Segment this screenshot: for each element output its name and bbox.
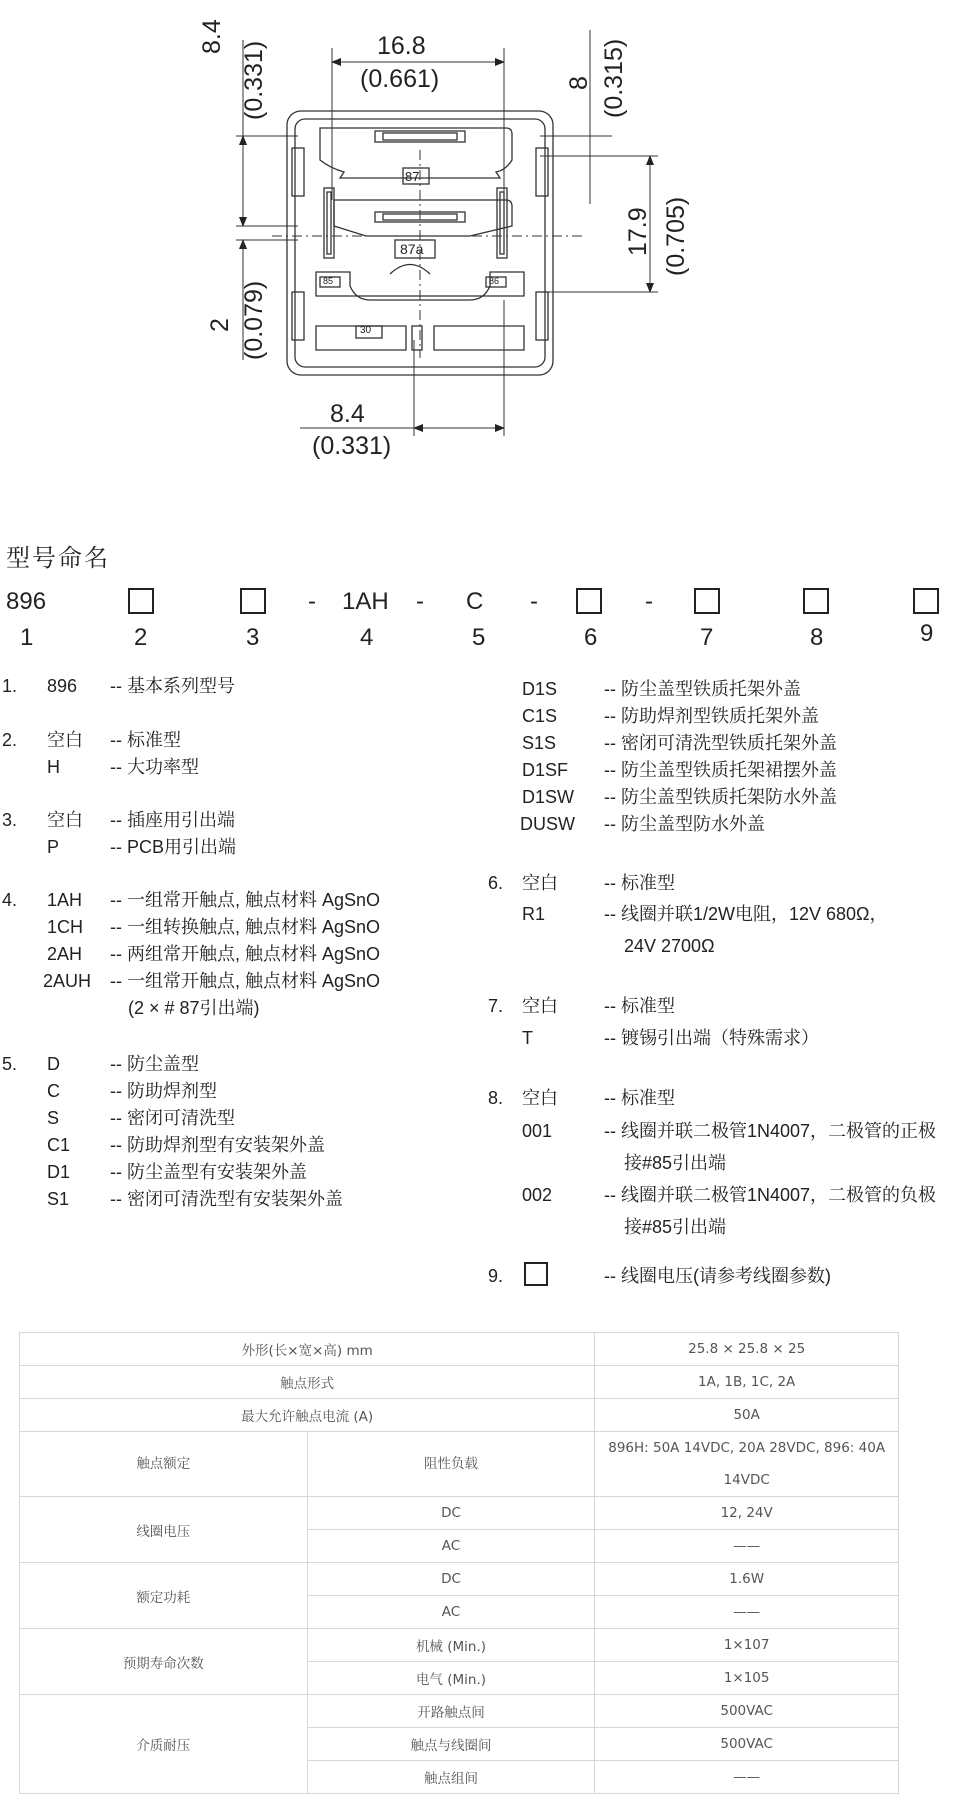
item-5-key-7: D1S xyxy=(522,679,558,699)
item-5-key-12: DUSW xyxy=(520,814,575,834)
spec-value-contact-rating: 896H: 50A 14VDC, 20A 28VDC, 896: 40A 14VDC xyxy=(595,1432,899,1497)
item-7-key-2: T xyxy=(522,1028,533,1048)
code-index-2: 2 xyxy=(134,624,148,651)
item-5-desc-6: -- 密闭可清洗型有安装架外盖 xyxy=(110,1189,343,1209)
item-5-key-4: C1 xyxy=(47,1135,71,1155)
spec-group-life: 预期寿命次数 xyxy=(20,1629,308,1695)
item-5-desc-5: -- 防尘盖型有安装架外盖 xyxy=(110,1162,307,1182)
dim-right-top-in: (0.315) xyxy=(600,38,628,118)
spec-group-power: 额定功耗 xyxy=(20,1563,308,1629)
spec-label-max-current: 最大允许触点电流 (A) xyxy=(20,1399,595,1432)
spec-sub-dielectric-contact-coil: 触点与线圈间 xyxy=(307,1728,595,1761)
item-5-desc-2: -- 防助焊剂型 xyxy=(110,1081,217,1101)
code-1ah: 1AH xyxy=(342,588,389,615)
item-8-desc-3b: 接#85引出端 xyxy=(624,1217,727,1237)
code-box-2 xyxy=(128,588,154,614)
spec-sub-coil-ac: AC xyxy=(307,1530,595,1563)
item-2-desc-1: -- 标准型 xyxy=(110,730,181,750)
item-5-key-5: D1 xyxy=(47,1162,71,1182)
item-8-key-1: 空白 xyxy=(522,1088,558,1108)
code-sep-1: - xyxy=(308,588,316,615)
code-index-3: 3 xyxy=(246,624,260,651)
item-7-num: 7. xyxy=(488,996,504,1016)
spec-sub-life-elec: 电气 (Min.) xyxy=(307,1662,595,1695)
item-5-key-1: D xyxy=(47,1054,60,1074)
code-896: 896 xyxy=(6,588,47,615)
item-1-desc: -- 基本系列型号 xyxy=(110,676,235,696)
pin-85-label: 85 xyxy=(323,276,334,286)
item-4-key-4: 2AUH xyxy=(43,971,92,991)
code-c: C xyxy=(466,588,484,615)
item-8-key-2: 001 xyxy=(522,1121,553,1141)
item-5-desc-11: -- 防尘盖型铁质托架防水外盖 xyxy=(604,787,837,807)
dim-right-height-mm: 17.9 xyxy=(624,207,652,256)
item-5-desc-7: -- 防尘盖型铁质托架外盖 xyxy=(604,679,801,699)
item-4-key-1: 1AH xyxy=(47,890,83,910)
spec-value-power-ac: —— xyxy=(595,1596,899,1629)
item-5-desc-10: -- 防尘盖型铁质托架裙摆外盖 xyxy=(604,760,837,780)
dim-top-width-in: (0.661) xyxy=(360,65,440,93)
item-2-key-1: 空白 xyxy=(47,730,83,750)
item-8-desc-1: -- 标准型 xyxy=(604,1088,675,1108)
item-5-desc-1: -- 防尘盖型 xyxy=(110,1054,199,1074)
spec-value-coil-dc: 12, 24V xyxy=(595,1497,899,1530)
item-7-key-1: 空白 xyxy=(522,996,558,1016)
item-5-desc-9: -- 密闭可清洗型铁质托架外盖 xyxy=(604,733,837,753)
pin-30-label: 30 xyxy=(360,325,372,336)
spec-table xyxy=(19,1332,899,1794)
code-index-7: 7 xyxy=(700,624,714,651)
item-6-desc-2: -- 线圈并联1/2W电阻，12V 680Ω， xyxy=(604,904,888,924)
code-box-6 xyxy=(576,588,602,614)
item-9-desc: -- 线圈电压(请参考线圈参数) xyxy=(604,1266,831,1286)
spec-value-contact-form: 1A, 1B, 1C, 2A xyxy=(595,1366,899,1399)
spec-value-coil-ac: —— xyxy=(595,1530,899,1563)
item-5-key-2: C xyxy=(47,1081,60,1101)
table-row xyxy=(20,1563,899,1596)
item-2-desc-2: -- 大功率型 xyxy=(110,757,199,777)
item-8-desc-2: -- 线圈并联二极管1N4007，二极管的正极 xyxy=(604,1121,937,1141)
item-3-num: 3. xyxy=(2,810,18,830)
item-9-num: 9. xyxy=(488,1266,504,1286)
item-8-num: 8. xyxy=(488,1088,504,1108)
item-4-desc-2: -- 一组转换触点, 触点材料 AgSnO xyxy=(110,917,381,937)
dim-right-top-mm: 8 xyxy=(565,76,593,90)
spec-sub-dielectric-open: 开路触点间 xyxy=(307,1695,595,1728)
spec-sub-dielectric-sets: 触点组间 xyxy=(307,1761,595,1794)
spec-value-dielectric-open: 500VAC xyxy=(595,1695,899,1728)
pin-87a-label: 87a xyxy=(400,241,424,257)
item-5-desc-8: -- 防助焊剂型铁质托架外盖 xyxy=(604,706,819,726)
item-5-key-3: S xyxy=(47,1108,60,1128)
code-index-6: 6 xyxy=(584,624,598,651)
spec-sub-life-mech: 机械 (Min.) xyxy=(307,1629,595,1662)
relay-bottom-view-drawing xyxy=(0,0,980,480)
item-5-key-6: S1 xyxy=(47,1189,70,1209)
item-5-key-11: D1SW xyxy=(522,787,575,807)
spec-value-size: 25.8 × 25.8 × 25 xyxy=(595,1333,899,1366)
item-5-desc-12: -- 防尘盖型防水外盖 xyxy=(604,814,765,834)
spec-sub-power-dc: DC xyxy=(307,1563,595,1596)
table-row xyxy=(20,1333,899,1366)
item-6-desc-2b: 24V 2700Ω xyxy=(624,936,715,956)
dim-bottom-width-in: (0.331) xyxy=(312,432,392,460)
table-row xyxy=(20,1399,899,1432)
code-sep-3: - xyxy=(530,588,538,615)
table-row xyxy=(20,1366,899,1399)
item-6-desc-1: -- 标准型 xyxy=(604,873,675,893)
item-6-key-2: R1 xyxy=(522,904,546,924)
item-8-key-3: 002 xyxy=(522,1185,553,1205)
code-box-7 xyxy=(694,588,720,614)
code-index-4: 4 xyxy=(360,624,374,651)
spec-value-max-current: 50A xyxy=(595,1399,899,1432)
table-row xyxy=(20,1629,899,1662)
spec-value-life-mech: 1×107 xyxy=(595,1629,899,1662)
item-9-box xyxy=(524,1262,548,1286)
code-index-8: 8 xyxy=(810,624,824,651)
item-4-desc-5: (2 × # 87引出端) xyxy=(128,998,260,1018)
item-5-desc-3: -- 密闭可清洗型 xyxy=(110,1108,235,1128)
item-8-desc-3: -- 线圈并联二极管1N4007，二极管的负极 xyxy=(604,1185,937,1205)
code-box-3 xyxy=(240,588,266,614)
item-4-key-3: 2AH xyxy=(47,944,83,964)
item-5-key-10: D1SF xyxy=(522,760,569,780)
item-4-desc-4: -- 一组常开触点, 触点材料 AgSnO xyxy=(110,971,381,991)
item-3-desc-2: -- PCB用引出端 xyxy=(110,837,236,857)
item-1-key: 896 xyxy=(47,676,78,696)
spec-label-size: 外形(长×宽×高) mm xyxy=(20,1333,595,1366)
item-4-key-2: 1CH xyxy=(47,917,84,937)
code-box-8 xyxy=(803,588,829,614)
code-sep-4: - xyxy=(645,588,653,615)
dim-left-top-mm: 8.4 xyxy=(198,19,226,54)
table-row xyxy=(20,1695,899,1728)
code-index-1: 1 xyxy=(20,624,34,651)
spec-value-dielectric-contact-coil: 500VAC xyxy=(595,1728,899,1761)
dim-left-bottom-mm: 2 xyxy=(206,318,234,332)
item-4-desc-1: -- 一组常开触点, 触点材料 AgSnO xyxy=(110,890,381,910)
pin-87-label: 87 xyxy=(405,169,420,184)
spec-value-dielectric-sets: —— xyxy=(595,1761,899,1794)
item-2-num: 2. xyxy=(2,730,18,750)
item-7-desc-1: -- 标准型 xyxy=(604,996,675,1016)
item-8-desc-2b: 接#85引出端 xyxy=(624,1153,727,1173)
code-index-9: 9 xyxy=(920,620,934,647)
pin-86-label: 86 xyxy=(489,276,500,286)
dim-right-height-in: (0.705) xyxy=(662,196,690,276)
dim-left-bottom-in: (0.079) xyxy=(240,280,268,360)
code-box-9 xyxy=(913,588,939,614)
spec-value-life-elec: 1×105 xyxy=(595,1662,899,1695)
item-5-num: 5. xyxy=(2,1054,18,1074)
spec-sub-coil-dc: DC xyxy=(307,1497,595,1530)
spec-group-coil-voltage: 线圈电压 xyxy=(20,1497,308,1563)
item-3-key-2: P xyxy=(47,837,60,857)
item-5-key-9: S1S xyxy=(522,733,557,753)
table-row xyxy=(20,1497,899,1530)
item-3-key-1: 空白 xyxy=(47,810,83,830)
dim-top-width-mm: 16.8 xyxy=(377,32,426,60)
spec-sub-resistive: 阻性负载 xyxy=(307,1432,595,1497)
item-6-num: 6. xyxy=(488,873,504,893)
item-5-key-8: C1S xyxy=(522,706,558,726)
spec-value-power-dc: 1.6W xyxy=(595,1563,899,1596)
table-row xyxy=(20,1432,899,1497)
code-sep-2: - xyxy=(416,588,424,615)
spec-sub-power-ac: AC xyxy=(307,1596,595,1629)
item-3-desc-1: -- 插座用引出端 xyxy=(110,810,235,830)
code-index-5: 5 xyxy=(472,624,486,651)
dim-left-top-in: (0.331) xyxy=(240,40,268,120)
item-7-desc-2: -- 镀锡引出端（特殊需求） xyxy=(604,1028,819,1048)
item-4-desc-3: -- 两组常开触点, 触点材料 AgSnO xyxy=(110,944,381,964)
spec-group-dielectric: 介质耐压 xyxy=(20,1695,308,1794)
naming-title: 型号命名 xyxy=(6,544,110,572)
item-4-num: 4. xyxy=(2,890,18,910)
spec-group-contact-rating: 触点额定 xyxy=(20,1432,308,1497)
spec-label-contact-form: 触点形式 xyxy=(20,1366,595,1399)
item-2-key-2: H xyxy=(47,757,60,777)
item-6-key-1: 空白 xyxy=(522,873,558,893)
item-1-num: 1. xyxy=(2,676,18,696)
item-5-desc-4: -- 防助焊剂型有安装架外盖 xyxy=(110,1135,325,1155)
dim-bottom-width-mm: 8.4 xyxy=(330,400,365,428)
